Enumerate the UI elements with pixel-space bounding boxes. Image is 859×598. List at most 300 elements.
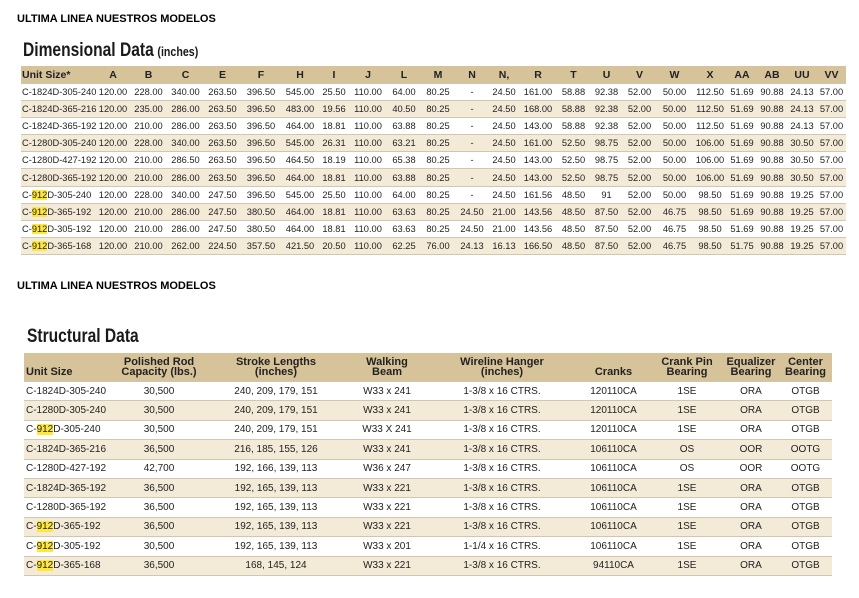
table-cell: 143.00 bbox=[519, 118, 557, 135]
table-cell: 50.00 bbox=[656, 84, 693, 101]
table-cell: 63.88 bbox=[387, 118, 421, 135]
table-cell: ORA bbox=[723, 420, 779, 439]
table-cell: 18.81 bbox=[319, 203, 349, 220]
table-cell: 110.00 bbox=[349, 203, 387, 220]
table-cell: 1SE bbox=[651, 537, 723, 556]
column-header-u: U bbox=[590, 66, 623, 84]
table-cell: 1SE bbox=[651, 382, 723, 401]
unit-size-prefix: C- bbox=[26, 521, 37, 533]
column-header-b: B bbox=[130, 66, 167, 84]
column-header bbox=[779, 353, 832, 382]
table-cell: 90.88 bbox=[757, 135, 787, 152]
table-cell: 1SE bbox=[651, 517, 723, 536]
column-header bbox=[651, 353, 723, 382]
column-header-line1: Stroke Lengths bbox=[235, 356, 317, 368]
table-cell: 286.00 bbox=[167, 220, 204, 237]
table-row bbox=[24, 401, 832, 420]
table-cell: OTGB bbox=[779, 498, 832, 517]
table-cell: 52.00 bbox=[623, 169, 656, 186]
table-cell: 98.50 bbox=[693, 237, 727, 254]
unit-size-prefix: C-1280D-365-192 bbox=[22, 172, 96, 183]
table-cell: 52.00 bbox=[623, 237, 656, 254]
table-cell: 24.50 bbox=[489, 135, 519, 152]
table-cell: 545.00 bbox=[281, 84, 319, 101]
unit-size-prefix: C-1824D-365-192 bbox=[26, 482, 107, 494]
table-cell: 340.00 bbox=[167, 135, 204, 152]
table-cell: 1SE bbox=[651, 420, 723, 439]
column-header bbox=[24, 353, 112, 382]
table-cell: 168.00 bbox=[519, 101, 557, 118]
unit-size-cell bbox=[21, 169, 96, 186]
table-cell: 80.25 bbox=[421, 152, 455, 169]
column-header-e: E bbox=[204, 66, 241, 84]
table-cell: 94110CA bbox=[576, 556, 651, 575]
table-cell: 396.50 bbox=[241, 101, 281, 118]
unit-size-cell bbox=[24, 537, 112, 556]
structural-data-table bbox=[24, 353, 832, 576]
column-header-line1: Walking bbox=[366, 356, 408, 368]
dimensional-data-table bbox=[21, 66, 846, 255]
table-cell: 57.00 bbox=[817, 203, 846, 220]
column-header-h: H bbox=[281, 66, 319, 84]
table-cell: 52.00 bbox=[623, 220, 656, 237]
column-header-t: T bbox=[557, 66, 590, 84]
table-cell: 1-3/8 x 16 CTRS. bbox=[428, 459, 576, 478]
column-header-x: X bbox=[693, 66, 727, 84]
table-cell: 110.00 bbox=[349, 237, 387, 254]
table-cell: 120110CA bbox=[576, 401, 651, 420]
table-cell: 340.00 bbox=[167, 84, 204, 101]
table-cell: 110.00 bbox=[349, 220, 387, 237]
table-cell: 30,500 bbox=[112, 420, 206, 439]
column-header-line2: Cranks bbox=[594, 366, 633, 378]
table-cell: 46.75 bbox=[656, 203, 693, 220]
table-cell: 396.50 bbox=[241, 169, 281, 186]
table-cell: 57.00 bbox=[817, 186, 846, 203]
table-cell: 48.50 bbox=[557, 237, 590, 254]
table-cell: 110.00 bbox=[349, 118, 387, 135]
table-cell: 19.25 bbox=[787, 186, 817, 203]
table-cell: OTGB bbox=[779, 401, 832, 420]
table-cell: 51.69 bbox=[727, 101, 757, 118]
table-cell: 51.69 bbox=[727, 152, 757, 169]
table-cell: OTGB bbox=[779, 478, 832, 497]
table-cell: 112.50 bbox=[693, 84, 727, 101]
structural-title: Structural Data bbox=[27, 326, 139, 347]
table-cell: OTGB bbox=[779, 537, 832, 556]
table-cell: 57.00 bbox=[817, 220, 846, 237]
table-cell: 90.88 bbox=[757, 186, 787, 203]
column-header bbox=[112, 353, 206, 382]
unit-size-cell bbox=[24, 420, 112, 439]
section-label-bottom: ULTIMA LINEA NUESTROS MODELOS bbox=[17, 280, 216, 292]
table-cell: 24.13 bbox=[455, 237, 489, 254]
table-cell: 80.25 bbox=[421, 84, 455, 101]
table-cell: 1-3/8 x 16 CTRS. bbox=[428, 420, 576, 439]
unit-size-cell bbox=[24, 517, 112, 536]
table-cell: 57.00 bbox=[817, 152, 846, 169]
table-cell: 286.00 bbox=[167, 118, 204, 135]
column-header-line2: Beam bbox=[372, 366, 402, 378]
table-cell: 1-3/8 x 16 CTRS. bbox=[428, 556, 576, 575]
dimensional-title bbox=[23, 40, 198, 62]
table-cell: 120.00 bbox=[96, 152, 130, 169]
table-cell: 380.50 bbox=[241, 203, 281, 220]
table-cell: 228.00 bbox=[130, 135, 167, 152]
table-cell: 36,500 bbox=[112, 556, 206, 575]
table-cell: 143.00 bbox=[519, 152, 557, 169]
unit-size-highlight: 912 bbox=[36, 560, 54, 572]
unit-size-cell bbox=[21, 152, 96, 169]
table-cell: 92.38 bbox=[590, 84, 623, 101]
table-cell: 286.50 bbox=[167, 152, 204, 169]
unit-size-highlight: 912 bbox=[36, 521, 54, 533]
table-cell: OS bbox=[651, 440, 723, 459]
table-cell: 48.50 bbox=[557, 220, 590, 237]
unit-size-highlight: 912 bbox=[31, 240, 48, 251]
dimensional-title-main: Dimensional Data bbox=[23, 40, 154, 61]
table-cell: 210.00 bbox=[130, 220, 167, 237]
table-cell: 46.75 bbox=[656, 220, 693, 237]
table-cell: W33 x 221 bbox=[346, 478, 428, 497]
table-cell: 51.75 bbox=[727, 237, 757, 254]
table-cell: 263.50 bbox=[204, 152, 241, 169]
column-header-line2: (inches) bbox=[480, 366, 524, 378]
table-cell: 143.00 bbox=[519, 169, 557, 186]
column-header-unit-size: Unit Size* bbox=[21, 66, 96, 84]
column-header-n: N, bbox=[489, 66, 519, 84]
unit-size-suffix: D-365-192 bbox=[53, 521, 101, 533]
table-cell: OOR bbox=[723, 459, 779, 478]
column-header-l: L bbox=[387, 66, 421, 84]
table-row bbox=[21, 118, 846, 135]
table-cell: 192, 165, 139, 113 bbox=[206, 498, 346, 517]
table-cell: 106.00 bbox=[693, 135, 727, 152]
unit-size-prefix: C-1824D-305-240 bbox=[22, 87, 96, 98]
table-cell: 106110CA bbox=[576, 517, 651, 536]
unit-size-cell bbox=[24, 382, 112, 401]
table-cell: 80.25 bbox=[421, 118, 455, 135]
table-cell: 143.56 bbox=[519, 203, 557, 220]
table-cell: 58.88 bbox=[557, 118, 590, 135]
table-cell: 19.56 bbox=[319, 101, 349, 118]
table-cell: 464.00 bbox=[281, 118, 319, 135]
unit-size-cell bbox=[24, 440, 112, 459]
table-cell: 228.00 bbox=[130, 84, 167, 101]
table-cell: OS bbox=[651, 459, 723, 478]
unit-size-cell bbox=[21, 101, 96, 118]
table-row bbox=[21, 152, 846, 169]
table-cell: W33 x 221 bbox=[346, 498, 428, 517]
table-cell: 1-3/8 x 16 CTRS. bbox=[428, 382, 576, 401]
unit-size-prefix: C- bbox=[26, 560, 37, 572]
unit-size-suffix: D-305-240 bbox=[53, 424, 101, 436]
table-cell: 235.00 bbox=[130, 101, 167, 118]
table-cell: 51.69 bbox=[727, 169, 757, 186]
table-cell: 58.88 bbox=[557, 84, 590, 101]
table-cell: 192, 165, 139, 113 bbox=[206, 517, 346, 536]
table-cell: 30,500 bbox=[112, 382, 206, 401]
table-cell: 120.00 bbox=[96, 237, 130, 254]
table-cell: ORA bbox=[723, 382, 779, 401]
table-cell: ORA bbox=[723, 537, 779, 556]
table-cell: W33 x 241 bbox=[346, 382, 428, 401]
table-cell: 483.00 bbox=[281, 101, 319, 118]
table-cell: 87.50 bbox=[590, 220, 623, 237]
column-header bbox=[576, 353, 651, 382]
table-cell: 57.00 bbox=[817, 84, 846, 101]
table-cell: 106110CA bbox=[576, 537, 651, 556]
table-cell: W36 x 247 bbox=[346, 459, 428, 478]
table-cell: 46.75 bbox=[656, 237, 693, 254]
unit-size-prefix: C- bbox=[22, 206, 32, 217]
table-cell: 63.88 bbox=[387, 169, 421, 186]
table-cell: 30.50 bbox=[787, 152, 817, 169]
table-cell: 18.81 bbox=[319, 220, 349, 237]
table-cell: 51.69 bbox=[727, 135, 757, 152]
table-cell: 19.25 bbox=[787, 237, 817, 254]
table-cell: ORA bbox=[723, 478, 779, 497]
structural-header-row bbox=[24, 353, 832, 382]
table-row bbox=[24, 382, 832, 401]
table-row bbox=[21, 220, 846, 237]
table-cell: 106110CA bbox=[576, 478, 651, 497]
table-cell: 87.50 bbox=[590, 237, 623, 254]
unit-size-cell bbox=[24, 401, 112, 420]
table-cell: 380.50 bbox=[241, 220, 281, 237]
table-cell: 18.81 bbox=[319, 169, 349, 186]
table-cell: 210.00 bbox=[130, 169, 167, 186]
table-row bbox=[21, 84, 846, 101]
table-cell: OOTG bbox=[779, 440, 832, 459]
column-header-line1: Wireline Hanger bbox=[460, 356, 544, 368]
table-cell: 90.88 bbox=[757, 203, 787, 220]
table-cell: 192, 165, 139, 113 bbox=[206, 478, 346, 497]
table-cell: 396.50 bbox=[241, 118, 281, 135]
table-cell: 168, 145, 124 bbox=[206, 556, 346, 575]
table-cell: 143.56 bbox=[519, 220, 557, 237]
table-cell: 286.00 bbox=[167, 203, 204, 220]
table-cell: 51.69 bbox=[727, 203, 757, 220]
table-cell: 90.88 bbox=[757, 152, 787, 169]
table-cell: 24.50 bbox=[489, 152, 519, 169]
table-row bbox=[24, 440, 832, 459]
table-row bbox=[24, 537, 832, 556]
table-cell: 50.00 bbox=[656, 186, 693, 203]
table-cell: 24.50 bbox=[489, 169, 519, 186]
table-cell: 24.50 bbox=[489, 186, 519, 203]
table-cell: 1-3/8 x 16 CTRS. bbox=[428, 401, 576, 420]
table-cell: W33 x 241 bbox=[346, 440, 428, 459]
table-cell: 51.69 bbox=[727, 186, 757, 203]
table-cell: 240, 209, 179, 151 bbox=[206, 382, 346, 401]
table-cell: 120110CA bbox=[576, 382, 651, 401]
table-cell: 106110CA bbox=[576, 440, 651, 459]
table-cell: 216, 185, 155, 126 bbox=[206, 440, 346, 459]
table-row bbox=[21, 101, 846, 118]
table-cell: 545.00 bbox=[281, 135, 319, 152]
table-cell: W33 x 201 bbox=[346, 537, 428, 556]
table-cell: 106.00 bbox=[693, 152, 727, 169]
table-cell: 24.50 bbox=[489, 101, 519, 118]
table-cell: 57.00 bbox=[817, 118, 846, 135]
unit-size-prefix: C-1280D-305-240 bbox=[26, 405, 107, 417]
table-cell: 19.25 bbox=[787, 220, 817, 237]
table-cell: 36,500 bbox=[112, 478, 206, 497]
table-cell: 58.88 bbox=[557, 101, 590, 118]
column-header-m: M bbox=[421, 66, 455, 84]
table-cell: 263.50 bbox=[204, 169, 241, 186]
table-cell: 192, 166, 139, 113 bbox=[206, 459, 346, 478]
table-cell: 63.21 bbox=[387, 135, 421, 152]
unit-size-highlight: 912 bbox=[36, 424, 54, 436]
table-cell: 120.00 bbox=[96, 101, 130, 118]
column-header-a: A bbox=[96, 66, 130, 84]
table-row bbox=[24, 420, 832, 439]
table-row bbox=[21, 203, 846, 220]
table-cell: 36,500 bbox=[112, 440, 206, 459]
column-header-line1: Center bbox=[788, 356, 823, 368]
unit-size-prefix: C-1280D-427-192 bbox=[22, 155, 96, 166]
table-cell: 20.50 bbox=[319, 237, 349, 254]
table-cell: 396.50 bbox=[241, 152, 281, 169]
table-row bbox=[24, 459, 832, 478]
table-cell: ORA bbox=[723, 517, 779, 536]
unit-size-suffix: D-305-192 bbox=[53, 540, 101, 552]
table-cell: 63.63 bbox=[387, 220, 421, 237]
table-cell: 65.38 bbox=[387, 152, 421, 169]
unit-size-cell bbox=[24, 478, 112, 497]
table-cell: 192, 165, 139, 113 bbox=[206, 537, 346, 556]
column-header-v: V bbox=[623, 66, 656, 84]
table-cell: 224.50 bbox=[204, 237, 241, 254]
column-header bbox=[428, 353, 576, 382]
table-cell: 30.50 bbox=[787, 169, 817, 186]
table-cell: - bbox=[455, 186, 489, 203]
table-cell: 1-1/4 x 16 CTRS. bbox=[428, 537, 576, 556]
column-header-n: N bbox=[455, 66, 489, 84]
table-cell: 98.50 bbox=[693, 186, 727, 203]
column-header-ab: AB bbox=[757, 66, 787, 84]
table-cell: 1SE bbox=[651, 401, 723, 420]
unit-size-suffix: D-305-240 bbox=[47, 189, 92, 200]
table-cell: - bbox=[455, 118, 489, 135]
table-cell: 52.00 bbox=[623, 203, 656, 220]
table-cell: 112.50 bbox=[693, 118, 727, 135]
table-cell: 263.50 bbox=[204, 101, 241, 118]
table-cell: OTGB bbox=[779, 556, 832, 575]
table-cell: 340.00 bbox=[167, 186, 204, 203]
column-header bbox=[346, 353, 428, 382]
table-cell: 210.00 bbox=[130, 203, 167, 220]
column-header-f: F bbox=[241, 66, 281, 84]
column-header-line1: Equalizer bbox=[726, 356, 776, 368]
section-label-top: ULTIMA LINEA NUESTROS MODELOS bbox=[17, 13, 216, 25]
unit-size-prefix: C- bbox=[26, 540, 37, 552]
unit-size-prefix: C- bbox=[22, 240, 32, 251]
table-cell: 120.00 bbox=[96, 203, 130, 220]
table-cell: 357.50 bbox=[241, 237, 281, 254]
table-cell: 50.00 bbox=[656, 152, 693, 169]
table-cell: 98.75 bbox=[590, 152, 623, 169]
unit-size-cell bbox=[21, 84, 96, 101]
table-cell: 52.00 bbox=[623, 152, 656, 169]
table-cell: 50.00 bbox=[656, 101, 693, 118]
table-cell: 92.38 bbox=[590, 101, 623, 118]
table-row bbox=[24, 498, 832, 517]
table-cell: 210.00 bbox=[130, 152, 167, 169]
table-cell: 21.00 bbox=[489, 203, 519, 220]
table-cell: 52.50 bbox=[557, 152, 590, 169]
table-cell: 262.00 bbox=[167, 237, 204, 254]
unit-size-cell bbox=[21, 118, 96, 135]
table-cell: 421.50 bbox=[281, 237, 319, 254]
table-cell: 90.88 bbox=[757, 169, 787, 186]
table-cell: 18.81 bbox=[319, 118, 349, 135]
table-cell: OTGB bbox=[779, 382, 832, 401]
table-cell: 110.00 bbox=[349, 186, 387, 203]
table-cell: 120.00 bbox=[96, 169, 130, 186]
table-cell: 110.00 bbox=[349, 152, 387, 169]
table-cell: 48.50 bbox=[557, 186, 590, 203]
column-header-line1: Crank Pin bbox=[661, 356, 713, 368]
table-cell: 112.50 bbox=[693, 101, 727, 118]
table-cell: 64.00 bbox=[387, 186, 421, 203]
table-cell: 30,500 bbox=[112, 537, 206, 556]
table-cell: - bbox=[455, 169, 489, 186]
table-cell: 80.25 bbox=[421, 101, 455, 118]
dimensional-header-row bbox=[21, 66, 846, 84]
table-cell: 106.00 bbox=[693, 169, 727, 186]
table-cell: 1-3/8 x 16 CTRS. bbox=[428, 498, 576, 517]
table-cell: 263.50 bbox=[204, 135, 241, 152]
column-header-line1: Polished Rod bbox=[123, 356, 195, 368]
table-cell: 24.13 bbox=[787, 118, 817, 135]
unit-size-prefix: C-1824D-305-240 bbox=[26, 385, 107, 397]
table-cell: 24.13 bbox=[787, 84, 817, 101]
table-cell: 50.00 bbox=[656, 169, 693, 186]
table-cell: W33 x 241 bbox=[346, 401, 428, 420]
table-cell: 57.00 bbox=[817, 101, 846, 118]
table-cell: 48.50 bbox=[557, 203, 590, 220]
unit-size-prefix: C-1280D-365-192 bbox=[26, 502, 107, 514]
table-cell: 91 bbox=[590, 186, 623, 203]
table-cell: 286.00 bbox=[167, 101, 204, 118]
table-cell: 120110CA bbox=[576, 420, 651, 439]
table-cell: ORA bbox=[723, 556, 779, 575]
table-cell: 62.25 bbox=[387, 237, 421, 254]
table-row bbox=[21, 237, 846, 254]
table-cell: 120.00 bbox=[96, 220, 130, 237]
table-cell: 63.63 bbox=[387, 203, 421, 220]
table-cell: - bbox=[455, 152, 489, 169]
unit-size-suffix: D-305-192 bbox=[47, 223, 92, 234]
table-row bbox=[24, 556, 832, 575]
table-cell: 464.50 bbox=[281, 152, 319, 169]
column-header-line2: Unit Size bbox=[26, 366, 73, 378]
table-cell: 161.00 bbox=[519, 135, 557, 152]
table-cell: 90.88 bbox=[757, 220, 787, 237]
unit-size-suffix: D-365-192 bbox=[47, 206, 92, 217]
unit-size-cell bbox=[24, 556, 112, 575]
table-cell: 120.00 bbox=[96, 135, 130, 152]
table-cell: 166.50 bbox=[519, 237, 557, 254]
table-row bbox=[24, 517, 832, 536]
table-cell: 57.00 bbox=[817, 169, 846, 186]
table-cell: 464.00 bbox=[281, 203, 319, 220]
column-header-vv: VV bbox=[817, 66, 846, 84]
table-cell: 120.00 bbox=[96, 84, 130, 101]
